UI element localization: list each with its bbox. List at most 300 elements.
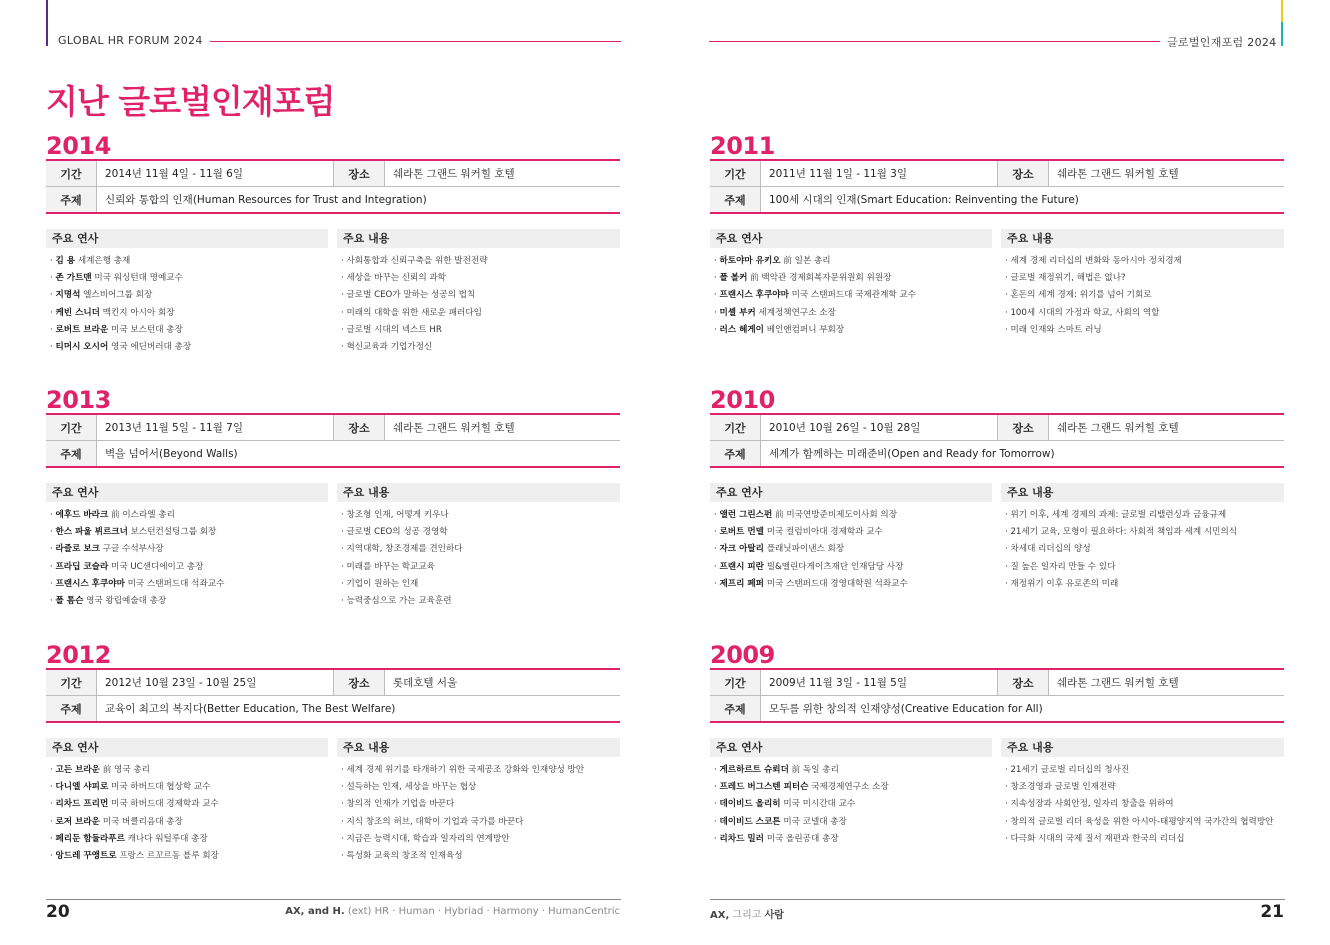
content-text: 글로벌 CEO가 말하는 성공의 법칙	[346, 290, 476, 301]
speaker-item	[50, 848, 219, 865]
speaker-name: 존 가트맨	[55, 273, 92, 284]
speaker-desc: 前 독일 총리	[791, 765, 839, 775]
period-label: 기간	[46, 669, 97, 696]
info-table	[46, 159, 620, 214]
bullet-dot: ·	[714, 833, 720, 844]
speaker-name: 페리둔 함둘라푸르	[55, 833, 125, 844]
speaker-desc: 보스턴컨설팅그룹 회장	[130, 527, 217, 538]
bullet-dot: ·	[341, 561, 347, 572]
speaker-desc: 맥킨지 아시아 회장	[102, 307, 175, 318]
bullet-dot: ·	[341, 816, 347, 827]
content-item	[341, 848, 584, 865]
speaker-item	[714, 796, 889, 813]
content-text: 창조경영과 글로벌 인재전략	[1010, 782, 1116, 793]
content-text: 설득하는 인재, 세상을 바꾸는 협상	[346, 782, 477, 793]
bullet-dot: ·	[1005, 273, 1011, 284]
venue-label: 장소	[998, 669, 1049, 696]
bullet-dot: ·	[1005, 799, 1011, 810]
content-item	[1005, 253, 1182, 270]
speaker-item	[714, 559, 908, 576]
speaker-item	[50, 322, 191, 339]
contents-list	[1005, 762, 1273, 848]
content-text: 글로벌 시대의 넥스트 HR	[346, 324, 442, 335]
speaker-item	[714, 541, 908, 558]
theme-label: 주제	[46, 696, 97, 723]
period-value: 2009년 11월 3일 - 11월 5일	[761, 669, 998, 696]
theme-label: 주제	[710, 187, 761, 214]
speaker-desc: 前 백악관 경제회복자문위원회 위원장	[750, 273, 892, 284]
speaker-name: 에후드 바라크	[55, 510, 109, 520]
theme-label: 주제	[710, 441, 761, 468]
bullet-dot: ·	[341, 851, 347, 862]
speaker-name: 리차드 프리먼	[55, 799, 109, 810]
bullet-dot: ·	[341, 342, 347, 353]
bullet-dot: ·	[341, 544, 347, 555]
speakers-list	[50, 253, 191, 356]
left-page-number: 20	[46, 902, 70, 922]
content-item	[341, 779, 584, 796]
theme-value: 신뢰와 통합의 인재(Human Resources for Trust and Integration)	[97, 187, 621, 214]
bullet-dot: ·	[50, 578, 56, 589]
bullet-dot: ·	[341, 765, 347, 775]
content-item	[341, 322, 488, 339]
contents-list	[341, 762, 584, 865]
content-text: 지속성장과 사회안정, 일자리 창출을 위하여	[1010, 799, 1174, 810]
period-label: 기간	[710, 414, 761, 441]
bullet-dot: ·	[50, 561, 56, 572]
speaker-name: 하토야마 유키오	[719, 256, 781, 266]
bullet-dot: ·	[714, 307, 720, 318]
speaker-item	[50, 762, 219, 779]
speaker-desc: 국제경제연구소 소장	[811, 782, 889, 793]
content-text: 21세기 교육, 모형이 필요하다: 사회적 책임과 세계 시민의식	[1010, 527, 1238, 538]
speakers-list	[50, 762, 219, 865]
speaker-item	[714, 814, 889, 831]
bullet-dot: ·	[50, 307, 56, 318]
bullet-dot: ·	[50, 510, 56, 520]
bullet-dot: ·	[341, 307, 347, 318]
year-block-2010	[710, 386, 1284, 626]
speaker-name: 한스 파울 뷔르크너	[55, 527, 128, 538]
left-footer-slogan	[285, 906, 620, 917]
speaker-item	[714, 305, 916, 322]
speaker-desc: 세계은행 총재	[77, 256, 131, 266]
venue-label: 장소	[998, 414, 1049, 441]
contents-heading: 주요 내용	[1001, 483, 1284, 502]
info-table	[710, 413, 1284, 468]
contents-list	[1005, 507, 1237, 593]
bullet-dot: ·	[714, 273, 720, 284]
contents-list	[341, 507, 463, 610]
speaker-item	[714, 287, 916, 304]
year-block-2014	[46, 132, 620, 372]
content-text: 21세기 글로벌 리더십의 청사진	[1010, 765, 1130, 775]
header-left-title: GLOBAL HR FORUM 2024	[58, 34, 203, 47]
speaker-desc: 前 영국 총리	[102, 765, 150, 775]
venue-label: 장소	[334, 414, 385, 441]
theme-value: 모두를 위한 창의적 인재양성(Creative Education for All)	[761, 696, 1285, 723]
speaker-item	[50, 779, 219, 796]
venue-value: 롯데호텔 서울	[385, 669, 621, 696]
speaker-desc: 미국 스탠퍼드대 국제관계학 교수	[791, 290, 917, 301]
period-value: 2011년 11월 1일 - 11월 3일	[761, 160, 998, 187]
contents-heading: 주요 내용	[1001, 229, 1284, 248]
bullet-dot: ·	[1005, 561, 1011, 572]
info-table	[46, 413, 620, 468]
year-block-2011	[710, 132, 1284, 372]
speaker-name: 프랜시 피란	[719, 561, 764, 572]
speaker-name: 김 용	[55, 256, 76, 266]
speaker-desc: 미국 미시간대 교수	[783, 799, 856, 810]
speaker-desc: 미국 올린공대 총장	[766, 833, 839, 844]
speaker-item	[50, 559, 224, 576]
content-item	[341, 541, 463, 558]
speaker-desc: 미국 버클리음대 총장	[102, 816, 183, 827]
content-text: 지식 창조의 허브, 대학이 기업과 국가를 바꾼다	[346, 816, 524, 827]
speakers-heading: 주요 연사	[46, 229, 328, 248]
speaker-name: 라즐로 보크	[55, 544, 100, 555]
speaker-name: 폴 볼커	[719, 273, 748, 284]
bullet-dot: ·	[1005, 816, 1011, 827]
bullet-dot: ·	[341, 799, 347, 810]
speakers-heading: 주요 연사	[46, 483, 328, 502]
bullet-dot: ·	[50, 782, 56, 793]
bullet-dot: ·	[341, 527, 347, 538]
speaker-name: 폴 톰슨	[55, 596, 84, 607]
speaker-desc: 前 일본 총리	[783, 256, 831, 266]
speaker-item	[50, 593, 224, 610]
bullet-dot: ·	[50, 544, 56, 555]
year-heading: 2014	[46, 132, 111, 160]
content-item	[1005, 305, 1182, 322]
bullet-dot: ·	[1005, 290, 1011, 301]
period-label: 기간	[710, 669, 761, 696]
speaker-desc: 미국 스탠퍼드대 경영대학원 석좌교수	[766, 578, 908, 589]
contents-list	[1005, 253, 1182, 339]
speaker-desc: 세계정책연구소 소장	[758, 307, 836, 318]
speaker-name: 앨런 그린스펀	[719, 510, 773, 520]
right-slogan-mid: 그리고	[732, 910, 762, 921]
bullet-dot: ·	[1005, 833, 1011, 844]
speaker-desc: 미국 UC샌디에이고 총장	[111, 561, 204, 572]
right-accent-bar-teal	[1281, 22, 1283, 46]
right-slogan-bold: AX,	[710, 910, 730, 921]
content-item	[341, 507, 463, 524]
footer-right-rule	[710, 899, 1285, 900]
content-item	[341, 814, 584, 831]
speaker-desc: 캐나다 워털루대 총장	[127, 833, 208, 844]
bullet-dot: ·	[50, 596, 56, 607]
speaker-desc: 前 미국연방준비제도이사회 의장	[775, 510, 897, 520]
speaker-desc: 빌&멜린다게이츠재단 인재담당 사장	[766, 561, 904, 572]
speaker-desc: 미국 하버드대 협상학 교수	[111, 782, 211, 793]
content-text: 차세대 리더십의 양성	[1010, 544, 1091, 555]
bullet-dot: ·	[341, 273, 347, 284]
venue-value: 쉐라톤 그랜드 워커힐 호텔	[385, 414, 621, 441]
content-text: 글로벌 CEO의 성공 경영학	[346, 527, 448, 538]
content-text: 재정위기 이후 유로존의 미래	[1010, 578, 1119, 589]
bullet-dot: ·	[714, 256, 720, 266]
period-label: 기간	[710, 160, 761, 187]
speaker-item	[714, 322, 916, 339]
venue-label: 장소	[334, 669, 385, 696]
theme-value: 교육이 최고의 복지다(Better Education, The Best Welfare)	[97, 696, 621, 723]
speakers-list	[714, 507, 908, 593]
speaker-desc: 미국 컬럼비아대 경제학과 교수	[766, 527, 883, 538]
period-value: 2013년 11월 5일 - 11월 7일	[97, 414, 334, 441]
bullet-dot: ·	[714, 816, 720, 827]
speaker-name: 로저 브라운	[55, 816, 100, 827]
speaker-item	[714, 270, 916, 287]
content-item	[1005, 287, 1182, 304]
year-heading: 2010	[710, 386, 775, 414]
contents-list	[341, 253, 488, 356]
content-text: 100세 시대의 가정과 학교, 사회의 역할	[1010, 307, 1160, 318]
bullet-dot: ·	[714, 290, 720, 301]
speaker-name: 로버트 브라운	[55, 324, 109, 335]
speaker-name: 다니엘 샤피로	[55, 782, 109, 793]
content-item	[341, 339, 488, 356]
content-item	[341, 305, 488, 322]
content-item	[341, 762, 584, 779]
left-slogan-rest: (ext) HR · Human · Hybriad · Harmony · HumanCentric	[347, 906, 620, 917]
year-heading: 2013	[46, 386, 111, 414]
speaker-desc: 미국 보스턴대 총장	[111, 324, 183, 335]
year-heading: 2011	[710, 132, 775, 160]
bullet-dot: ·	[1005, 510, 1011, 520]
bullet-dot: ·	[1005, 307, 1011, 318]
content-item	[341, 270, 488, 287]
venue-value: 쉐라톤 그랜드 워커힐 호텔	[385, 160, 621, 187]
content-text: 세계 경제 위기를 타개하기 위한 국제공조 강화와 인재양성 방안	[346, 765, 585, 775]
header-right-rule	[709, 41, 1160, 42]
bullet-dot: ·	[1005, 544, 1011, 555]
period-value: 2014년 11월 4일 - 11월 6일	[97, 160, 334, 187]
year-heading: 2009	[710, 641, 775, 669]
content-text: 특성화 교육의 창조적 인재육성	[346, 851, 463, 862]
speaker-desc: 구글 수석부사장	[102, 544, 164, 555]
theme-label: 주제	[46, 441, 97, 468]
period-label: 기간	[46, 414, 97, 441]
bullet-dot: ·	[341, 324, 347, 335]
bullet-dot: ·	[1005, 324, 1011, 335]
speaker-name: 고든 브라운	[55, 765, 100, 775]
header-left-rule	[210, 41, 621, 42]
content-item	[341, 253, 488, 270]
speaker-item	[50, 270, 191, 287]
bullet-dot: ·	[1005, 527, 1011, 538]
bullet-dot: ·	[50, 290, 56, 301]
bullet-dot: ·	[714, 561, 720, 572]
theme-value: 100세 시대의 인재(Smart Education: Reinventing the Future)	[761, 187, 1285, 214]
speaker-item	[50, 541, 224, 558]
content-text: 글로벌 재정위기, 해법은 없나?	[1010, 273, 1126, 284]
speaker-desc: 미국 스탠퍼드대 석좌교수	[127, 578, 225, 589]
content-text: 능력중심으로 가는 교육훈련	[346, 596, 452, 607]
speaker-item	[714, 576, 908, 593]
speakers-list	[714, 253, 916, 339]
speaker-item	[714, 762, 889, 779]
speaker-desc: 엘스비어그룹 회장	[83, 290, 153, 301]
left-accent-bar	[46, 0, 48, 46]
year-block-2013	[46, 386, 620, 626]
year-heading: 2012	[46, 641, 111, 669]
header-right-title: 글로벌인재포럼 2024	[1167, 36, 1277, 49]
content-text: 창의적 인재가 기업을 바꾼다	[346, 799, 455, 810]
speaker-desc: 前 이스라엘 총리	[111, 510, 175, 520]
bullet-dot: ·	[1005, 782, 1011, 793]
bullet-dot: ·	[341, 596, 347, 607]
speaker-desc: 영국 에딘버러대 총장	[111, 342, 192, 353]
period-value: 2010년 10월 26일 - 10월 28일	[761, 414, 998, 441]
speaker-item	[50, 796, 219, 813]
bullet-dot: ·	[50, 273, 56, 284]
bullet-dot: ·	[50, 342, 56, 353]
venue-label: 장소	[998, 160, 1049, 187]
speaker-name: 프랜시스 후쿠야마	[55, 578, 125, 589]
speakers-heading: 주요 연사	[710, 483, 992, 502]
speaker-name: 리차드 밀러	[719, 833, 764, 844]
content-item	[1005, 796, 1273, 813]
bullet-dot: ·	[50, 256, 56, 266]
speaker-item	[714, 507, 908, 524]
speaker-name: 러스 헤게이	[719, 324, 764, 335]
info-table	[710, 668, 1284, 723]
speaker-desc: 프랑스 르꼬르동 블루 회장	[119, 851, 219, 862]
speaker-item	[714, 779, 889, 796]
bullet-dot: ·	[341, 578, 347, 589]
speaker-desc: 플래닛파이낸스 회장	[766, 544, 845, 555]
speaker-item	[50, 524, 224, 541]
theme-label: 주제	[710, 696, 761, 723]
speaker-item	[50, 507, 224, 524]
page-title: 지난 글로벌인재포럼	[46, 82, 335, 121]
content-item	[341, 593, 463, 610]
bullet-dot: ·	[714, 510, 720, 520]
speaker-name: 데이비드 스코튼	[719, 816, 781, 827]
contents-heading: 주요 내용	[337, 229, 620, 248]
content-item	[341, 831, 584, 848]
bullet-dot: ·	[50, 527, 56, 538]
bullet-dot: ·	[50, 765, 56, 775]
speaker-name: 데이비드 올리히	[719, 799, 781, 810]
info-table	[710, 159, 1284, 214]
venue-label: 장소	[334, 160, 385, 187]
speakers-list	[50, 507, 224, 610]
speaker-name: 케빈 스니더	[55, 307, 100, 318]
speaker-item	[50, 287, 191, 304]
contents-heading: 주요 내용	[337, 483, 620, 502]
speaker-item	[714, 524, 908, 541]
speaker-name: 자크 아탈리	[719, 544, 764, 555]
bullet-dot: ·	[714, 324, 720, 335]
speaker-item	[50, 814, 219, 831]
content-text: 지금은 능력시대, 학습과 일자리의 연계방안	[346, 833, 510, 844]
speaker-name: 게르하르트 슈뢰더	[719, 765, 789, 775]
content-item	[1005, 541, 1237, 558]
bullet-dot: ·	[1005, 256, 1011, 266]
bullet-dot: ·	[714, 799, 720, 810]
contents-heading: 주요 내용	[337, 738, 620, 757]
theme-value: 세계가 함께하는 미래준비(Open and Ready for Tomorrow)	[761, 441, 1285, 468]
right-accent-bar-yellow	[1281, 0, 1283, 22]
speaker-item	[714, 253, 916, 270]
bullet-dot: ·	[50, 851, 56, 862]
speaker-name: 앙드레 꾸앵트로	[55, 851, 117, 862]
speaker-item	[50, 253, 191, 270]
bullet-dot: ·	[50, 799, 56, 810]
speaker-desc: 미국 하버드대 경제학과 교수	[111, 799, 219, 810]
content-text: 세계 경제 리더십의 변화와 동아시아 정치경제	[1010, 256, 1182, 266]
content-text: 미래의 대학을 위한 새로운 패러다임	[346, 307, 482, 318]
speaker-desc: 미국 워싱턴대 명예교수	[94, 273, 183, 284]
content-text: 미래를 바꾸는 학교교육	[346, 561, 435, 572]
content-item	[1005, 576, 1237, 593]
speaker-name: 제프리 페퍼	[719, 578, 764, 589]
period-label: 기간	[46, 160, 97, 187]
content-item	[1005, 507, 1237, 524]
speaker-item	[50, 339, 191, 356]
right-footer-slogan	[710, 906, 784, 921]
content-item	[1005, 524, 1237, 541]
bullet-dot: ·	[341, 782, 347, 793]
venue-value: 쉐라톤 그랜드 워커힐 호텔	[1049, 160, 1285, 187]
speaker-name: 미셸 부커	[719, 307, 756, 318]
speaker-desc: 영국 왕립예술대 총장	[86, 596, 167, 607]
content-item	[1005, 779, 1273, 796]
speaker-desc: 베인앤컴퍼니 부회장	[766, 324, 845, 335]
speaker-name: 프레드 버그스텐 피터슨	[719, 782, 809, 793]
content-item	[341, 576, 463, 593]
period-value: 2012년 10월 23일 - 10월 25일	[97, 669, 334, 696]
bullet-dot: ·	[714, 544, 720, 555]
speaker-item	[50, 576, 224, 593]
speakers-heading: 주요 연사	[710, 738, 992, 757]
speakers-heading: 주요 연사	[710, 229, 992, 248]
bullet-dot: ·	[1005, 578, 1011, 589]
info-table	[46, 668, 620, 723]
content-text: 질 높은 일자리 만들 수 있다	[1010, 561, 1116, 572]
speakers-heading: 주요 연사	[46, 738, 328, 757]
speakers-list	[714, 762, 889, 848]
bullet-dot: ·	[714, 578, 720, 589]
speaker-item	[714, 831, 889, 848]
theme-label: 주제	[46, 187, 97, 214]
venue-value: 쉐라톤 그랜드 워커힐 호텔	[1049, 669, 1285, 696]
content-item	[1005, 814, 1273, 831]
content-item	[341, 796, 584, 813]
right-slogan-end: 사람	[764, 910, 784, 921]
content-text: 사회통합과 신뢰구축을 위한 발전전략	[346, 256, 488, 266]
speaker-item	[50, 831, 219, 848]
bullet-dot: ·	[1005, 765, 1011, 775]
content-text: 창조형 인재, 어떻게 키우나	[346, 510, 449, 520]
speaker-name: 로버트 먼델	[719, 527, 764, 538]
speaker-name: 지명석	[55, 290, 81, 301]
content-text: 위기 이후, 세계 경제의 과제: 글로벌 리밸런싱과 금융규제	[1010, 510, 1227, 520]
content-text: 지역대학, 창조경제를 견인하다	[346, 544, 463, 555]
content-item	[1005, 559, 1237, 576]
bullet-dot: ·	[50, 816, 56, 827]
content-text: 세상을 바꾸는 신뢰의 과학	[346, 273, 446, 284]
bullet-dot: ·	[714, 527, 720, 538]
bullet-dot: ·	[714, 765, 720, 775]
bullet-dot: ·	[341, 290, 347, 301]
bullet-dot: ·	[341, 833, 347, 844]
content-text: 혼돈의 세계 경제: 위기를 넘어 기회로	[1010, 290, 1152, 301]
bullet-dot: ·	[714, 782, 720, 793]
bullet-dot: ·	[50, 324, 56, 335]
